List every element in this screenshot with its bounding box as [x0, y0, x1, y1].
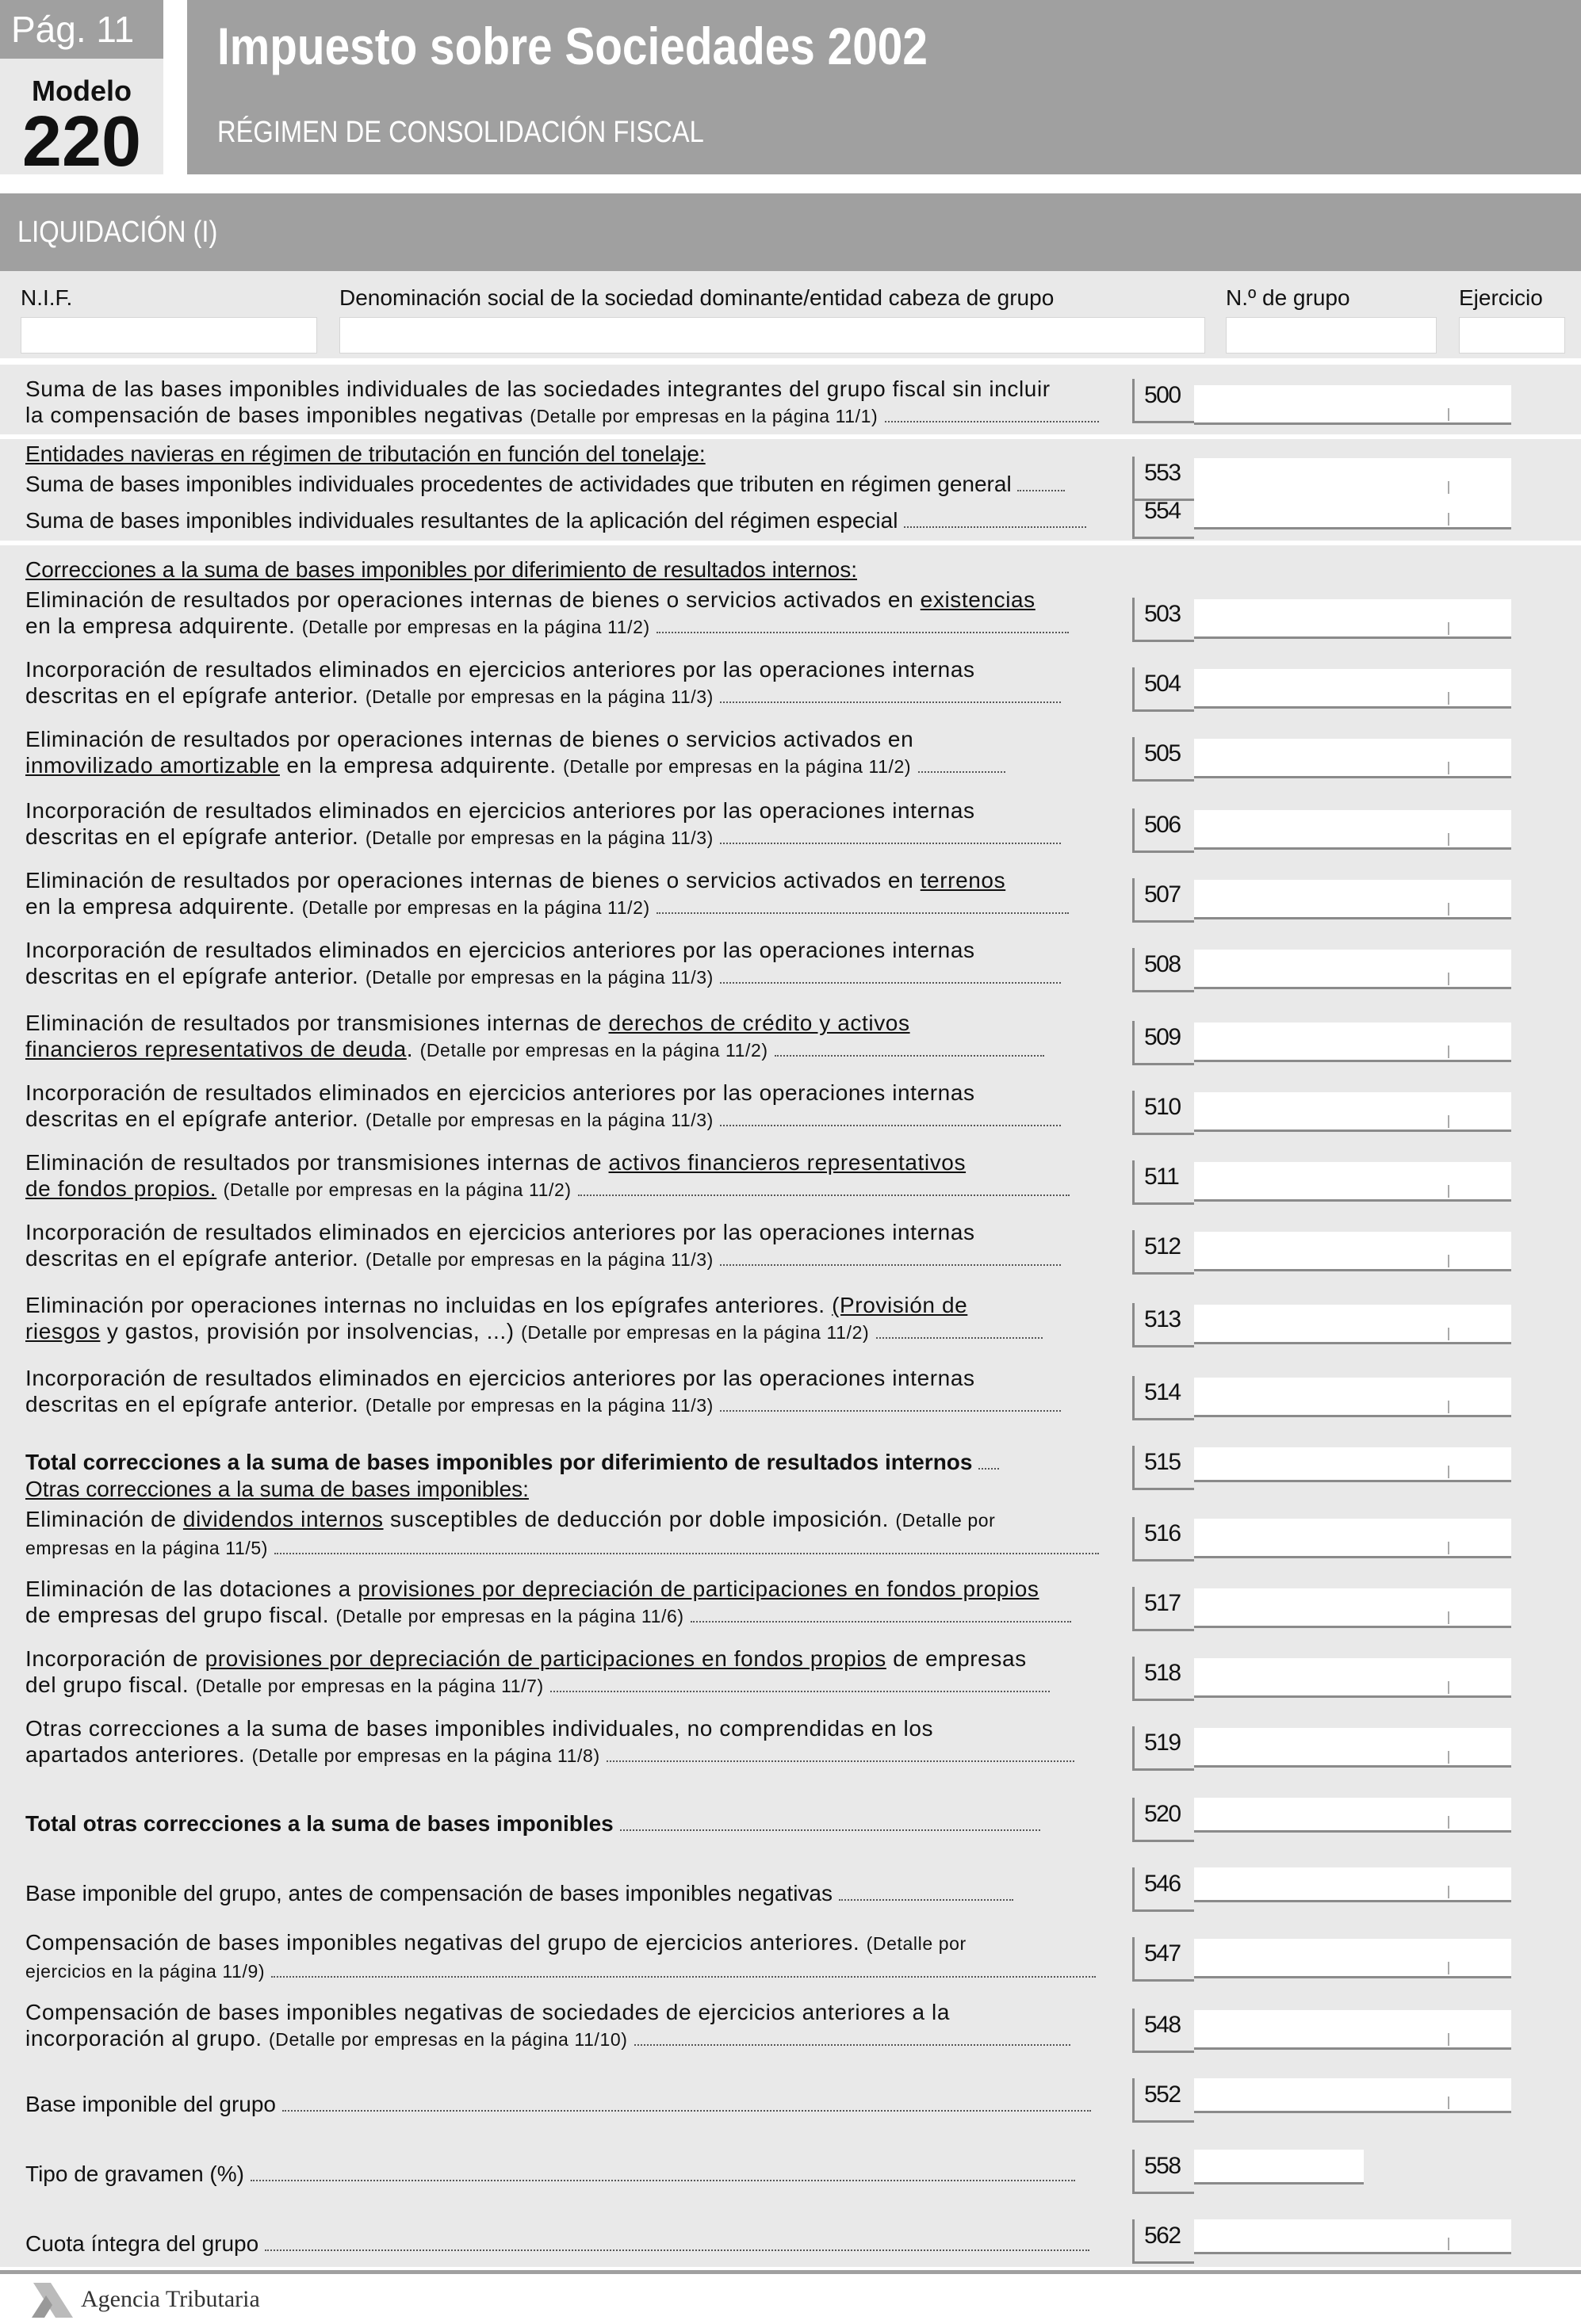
line-512-text: Incorporación de resultados eliminados en ejercicios anteriores por las operaciones internas descritas en el epígrafe anterior. (Detalle por empresas en la página 11/3)	[25, 1219, 1123, 1273]
section-title-bar	[0, 193, 1581, 271]
nif-label: N.I.F.	[21, 285, 73, 310]
box-507-input[interactable]	[1194, 880, 1511, 919]
box-552-input[interactable]	[1194, 2078, 1511, 2113]
box-509-input[interactable]	[1194, 1022, 1511, 1062]
box-code-507: 507	[1132, 878, 1194, 923]
line-546-text: Base imponible del grupo, antes de compensación de bases imponibles negativas	[25, 1880, 1123, 1906]
box-547-input[interactable]	[1194, 1939, 1511, 1978]
box-code-554: 554	[1132, 495, 1194, 539]
modelo-number: 220	[21, 102, 142, 182]
line-514-text: Incorporación de resultados eliminados en ejercicios anteriores por las operaciones internas descritas en el epígrafe anterior. (Detalle por empresas en la página 11/3)	[25, 1365, 1123, 1419]
otras-heading: Otras correcciones a la suma de bases imponibles:	[25, 1477, 529, 1501]
denominacion-label: Denominación social de la sociedad dominante/entidad cabeza de grupo	[339, 285, 1055, 310]
line-519-text: Otras correcciones a la suma de bases imponibles individuales, no comprendidas en los apartados anteriores. (Detalle por empresas en la página 11/8)	[25, 1715, 1123, 1769]
box-519-input[interactable]	[1194, 1728, 1511, 1768]
box-508-input[interactable]	[1194, 950, 1511, 989]
line-513-text: Eliminación por operaciones internas no incluidas en los epígrafes anteriores. (Provisión de riesgos y gastos, provisión por insolvencias, ...) (Detalle por empresas en la página 11/2)	[25, 1292, 1123, 1346]
line-553-text: Suma de bases imponibles individuales procedentes de actividades que tributen en régimen general	[25, 471, 1123, 497]
form-title: Impuesto sobre Sociedades 2002	[217, 17, 928, 75]
box-code-518: 518	[1132, 1657, 1194, 1701]
footer-divider	[0, 2270, 1581, 2274]
box-504-input[interactable]	[1194, 669, 1511, 709]
box-code-506: 506	[1132, 808, 1194, 853]
correcciones-heading: Correcciones a la suma de bases imponibles por diferimiento de resultados internos:	[25, 557, 857, 582]
box-code-517: 517	[1132, 1587, 1194, 1631]
box-code-553: 553	[1132, 457, 1194, 501]
box-code-562: 562	[1132, 2219, 1194, 2264]
box-562-input[interactable]	[1194, 2219, 1511, 2254]
line-518-text: Incorporación de provisiones por depreciación de participaciones en fondos propios de empresas del grupo fiscal. (Detalle por empresas en la página 11/7)	[25, 1646, 1123, 1699]
form-subtitle: RÉGIMEN DE CONSOLIDACIÓN FISCAL	[217, 116, 704, 149]
box-506-input[interactable]	[1194, 810, 1511, 850]
line-503-text: Eliminación de resultados por operaciones internas de bienes o servicios activados en existencias en la empresa adquirente. (Detalle por empresas en la página 11/2)	[25, 587, 1123, 640]
line-508-text: Incorporación de resultados eliminados en ejercicios anteriores por las operaciones internas descritas en el epígrafe anterior. (Detalle por empresas en la página 11/3)	[25, 937, 1123, 991]
box-515-input[interactable]	[1194, 1447, 1511, 1482]
line-510-text: Incorporación de resultados eliminados en ejercicios anteriores por las operaciones internas descritas en el epígrafe anterior. (Detalle por empresas en la página 11/3)	[25, 1080, 1123, 1133]
ejercicio-field[interactable]	[1459, 317, 1565, 354]
section-title: LIQUIDACIÓN (I)	[17, 216, 218, 249]
box-code-510: 510	[1132, 1091, 1194, 1135]
box-510-input[interactable]	[1194, 1092, 1511, 1132]
box-520-input[interactable]	[1194, 1798, 1511, 1833]
line-507-text: Eliminación de resultados por operaciones internas de bienes o servicios activados en terrenos en la empresa adquirente. (Detalle por empresas en la página 11/2)	[25, 867, 1123, 921]
line-517-text: Eliminación de las dotaciones a provisiones por depreciación de participaciones en fondos propios de empresas del grupo fiscal. (Detalle por empresas en la página 11/6)	[25, 1576, 1123, 1630]
navieras-heading: Entidades navieras en régimen de tributación en función del tonelaje:	[25, 441, 706, 466]
line-506-text: Incorporación de resultados eliminados en ejercicios anteriores por las operaciones internas descritas en el epígrafe anterior. (Detalle por empresas en la página 11/3)	[25, 797, 1123, 851]
box-code-504: 504	[1132, 667, 1194, 712]
box-code-509: 509	[1132, 1021, 1194, 1065]
box-code-552: 552	[1132, 2078, 1194, 2123]
line-552-text: Base imponible del grupo	[25, 2091, 1123, 2117]
modelo-label: Modelo	[32, 75, 132, 107]
line-516-text: Eliminación de dividendos internos susceptibles de deducción por doble imposición. (Detalle por empresas en la página 11/5)	[25, 1506, 1123, 1561]
box-code-558: 558	[1132, 2150, 1194, 2194]
line-562-text: Cuota íntegra del grupo	[25, 2230, 1123, 2257]
agency-name: Agencia Tributaria	[81, 2286, 260, 2312]
box-code-500: 500	[1132, 379, 1194, 423]
box-code-520: 520	[1132, 1798, 1194, 1842]
denominacion-field[interactable]	[339, 317, 1205, 354]
line-548-text: Compensación de bases imponibles negativas de sociedades de ejercicios anteriores a la incorporación al grupo. (Detalle por empresas en la página 11/10)	[25, 1999, 1123, 2053]
box-500-input[interactable]	[1194, 385, 1511, 425]
divider	[0, 434, 1581, 439]
box-553-input[interactable]	[1194, 458, 1511, 498]
nif-field[interactable]	[21, 317, 317, 354]
box-514-input[interactable]	[1194, 1378, 1511, 1417]
box-516-input[interactable]	[1194, 1519, 1511, 1558]
line-509-text: Eliminación de resultados por transmisiones internas de derechos de crédito y activos financieros representativos de deuda. (Detalle por empresas en la página 11/2)	[25, 1010, 1123, 1064]
box-511-input[interactable]	[1194, 1162, 1511, 1202]
divider	[0, 541, 1581, 545]
line-500-text: Suma de las bases imponibles individuales de las sociedades integrantes del grupo fiscal sin incluir la compensación de bases imponibles negativas (Detalle por empresas en la página 11/1)	[25, 376, 1123, 430]
line-515-text: Total correcciones a la suma de bases imponibles por diferimiento de resultados internos	[25, 1449, 1123, 1475]
box-code-547: 547	[1132, 1937, 1194, 1982]
box-558-input[interactable]	[1194, 2150, 1364, 2184]
box-554-input[interactable]	[1194, 495, 1511, 529]
box-code-503: 503	[1132, 598, 1194, 642]
line-558-text: Tipo de gravamen (%)	[25, 2161, 1123, 2187]
box-546-input[interactable]	[1194, 1867, 1511, 1902]
line-504-text: Incorporación de resultados eliminados en ejercicios anteriores por las operaciones internas descritas en el epígrafe anterior. (Detalle por empresas en la página 11/3)	[25, 656, 1123, 710]
box-code-508: 508	[1132, 948, 1194, 992]
box-code-511: 511	[1132, 1160, 1194, 1205]
box-517-input[interactable]	[1194, 1588, 1511, 1628]
grupo-label: N.º de grupo	[1226, 285, 1350, 310]
box-code-519: 519	[1132, 1726, 1194, 1771]
box-513-input[interactable]	[1194, 1305, 1511, 1344]
line-520-text: Total otras correcciones a la suma de bases imponibles	[25, 1810, 1123, 1837]
box-code-512: 512	[1132, 1230, 1194, 1275]
ejercicio-label: Ejercicio	[1459, 285, 1543, 310]
line-511-text: Eliminación de resultados por transmisiones internas de activos financieros representativos de fondos propios. (Detalle por empresas en la página 11/2)	[25, 1149, 1123, 1203]
box-code-546: 546	[1132, 1867, 1194, 1912]
grupo-field[interactable]	[1226, 317, 1437, 354]
line-505-text: Eliminación de resultados por operaciones internas de bienes o servicios activados en inmovilizado amortizable en la empresa adquirente. (Detalle por empresas en la página 11/2)	[25, 726, 1123, 780]
title-box	[187, 0, 1581, 174]
identification-row	[0, 271, 1581, 358]
box-code-505: 505	[1132, 737, 1194, 782]
box-code-514: 514	[1132, 1376, 1194, 1420]
line-547-text: Compensación de bases imponibles negativas del grupo de ejercicios anteriores. (Detalle por ejercicios en la página 11/9)	[25, 1929, 1123, 1985]
box-518-input[interactable]	[1194, 1658, 1511, 1698]
box-code-513: 513	[1132, 1303, 1194, 1347]
box-503-input[interactable]	[1194, 599, 1511, 639]
page-number: Pág. 11	[0, 0, 163, 59]
box-code-516: 516	[1132, 1517, 1194, 1561]
box-code-515: 515	[1132, 1446, 1194, 1490]
agencia-tributaria-logo-icon	[30, 2280, 76, 2321]
modelo-box	[0, 59, 163, 182]
box-505-input[interactable]	[1194, 739, 1511, 778]
line-554-text: Suma de bases imponibles individuales resultantes de la aplicación del régimen especial	[25, 507, 1123, 533]
box-code-548: 548	[1132, 2009, 1194, 2053]
box-512-input[interactable]	[1194, 1232, 1511, 1271]
box-548-input[interactable]	[1194, 2010, 1511, 2050]
